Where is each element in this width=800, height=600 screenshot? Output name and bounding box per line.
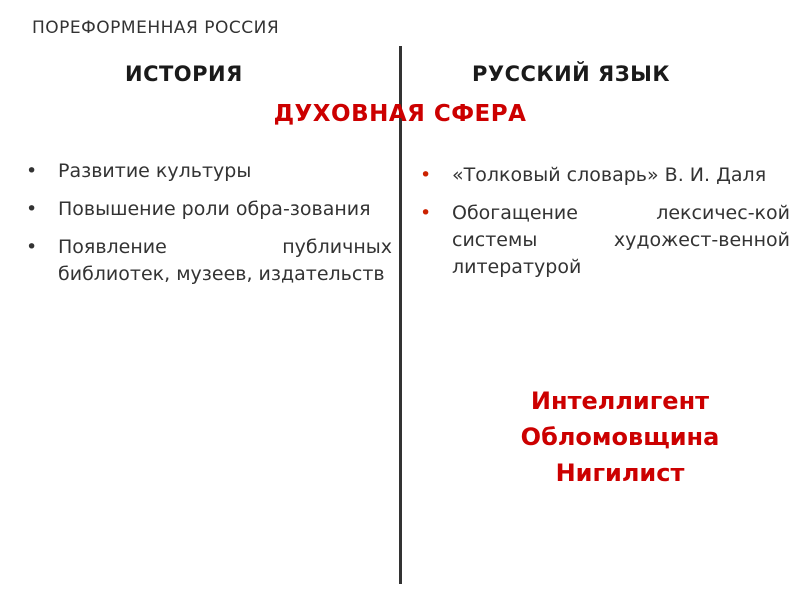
history-bullet-list bbox=[26, 158, 392, 299]
bullet-icon: • bbox=[26, 198, 38, 220]
russian-language-bullet-list bbox=[420, 162, 790, 292]
russian-language-heading: РУССКИЙ ЯЗЫК bbox=[472, 62, 671, 86]
list-item-text: Обогащение лексичес-кой системы художест-венной литературой bbox=[452, 202, 790, 278]
list-item bbox=[26, 234, 392, 288]
bullet-icon: • bbox=[26, 236, 38, 258]
history-heading: ИСТОРИЯ bbox=[125, 62, 243, 86]
bullet-icon: • bbox=[26, 160, 38, 182]
term-nigilist: Нигилист bbox=[555, 459, 685, 487]
term-oblomovshchina: Обломовщина bbox=[520, 423, 720, 451]
key-terms bbox=[420, 383, 800, 491]
bullet-icon: • bbox=[420, 164, 432, 186]
list-item bbox=[420, 162, 790, 189]
list-item-text: «Толковый словарь» В. И. Даля bbox=[452, 164, 767, 186]
list-item-text: Появление публичных библиотек, музеев, издательств bbox=[58, 236, 392, 285]
list-item-text: Развитие культуры bbox=[58, 160, 252, 182]
list-item bbox=[26, 158, 392, 185]
list-item-text: Повышение роли обра-зования bbox=[58, 198, 371, 220]
list-item bbox=[420, 200, 790, 281]
slide-topic: ПОРЕФОРМЕННАЯ РОССИЯ bbox=[32, 18, 280, 38]
term-intelligent: Интеллигент bbox=[530, 387, 710, 415]
spiritual-sphere-title: ДУХОВНАЯ СФЕРА bbox=[273, 101, 527, 127]
bullet-icon: • bbox=[420, 202, 432, 224]
list-item bbox=[26, 196, 392, 223]
